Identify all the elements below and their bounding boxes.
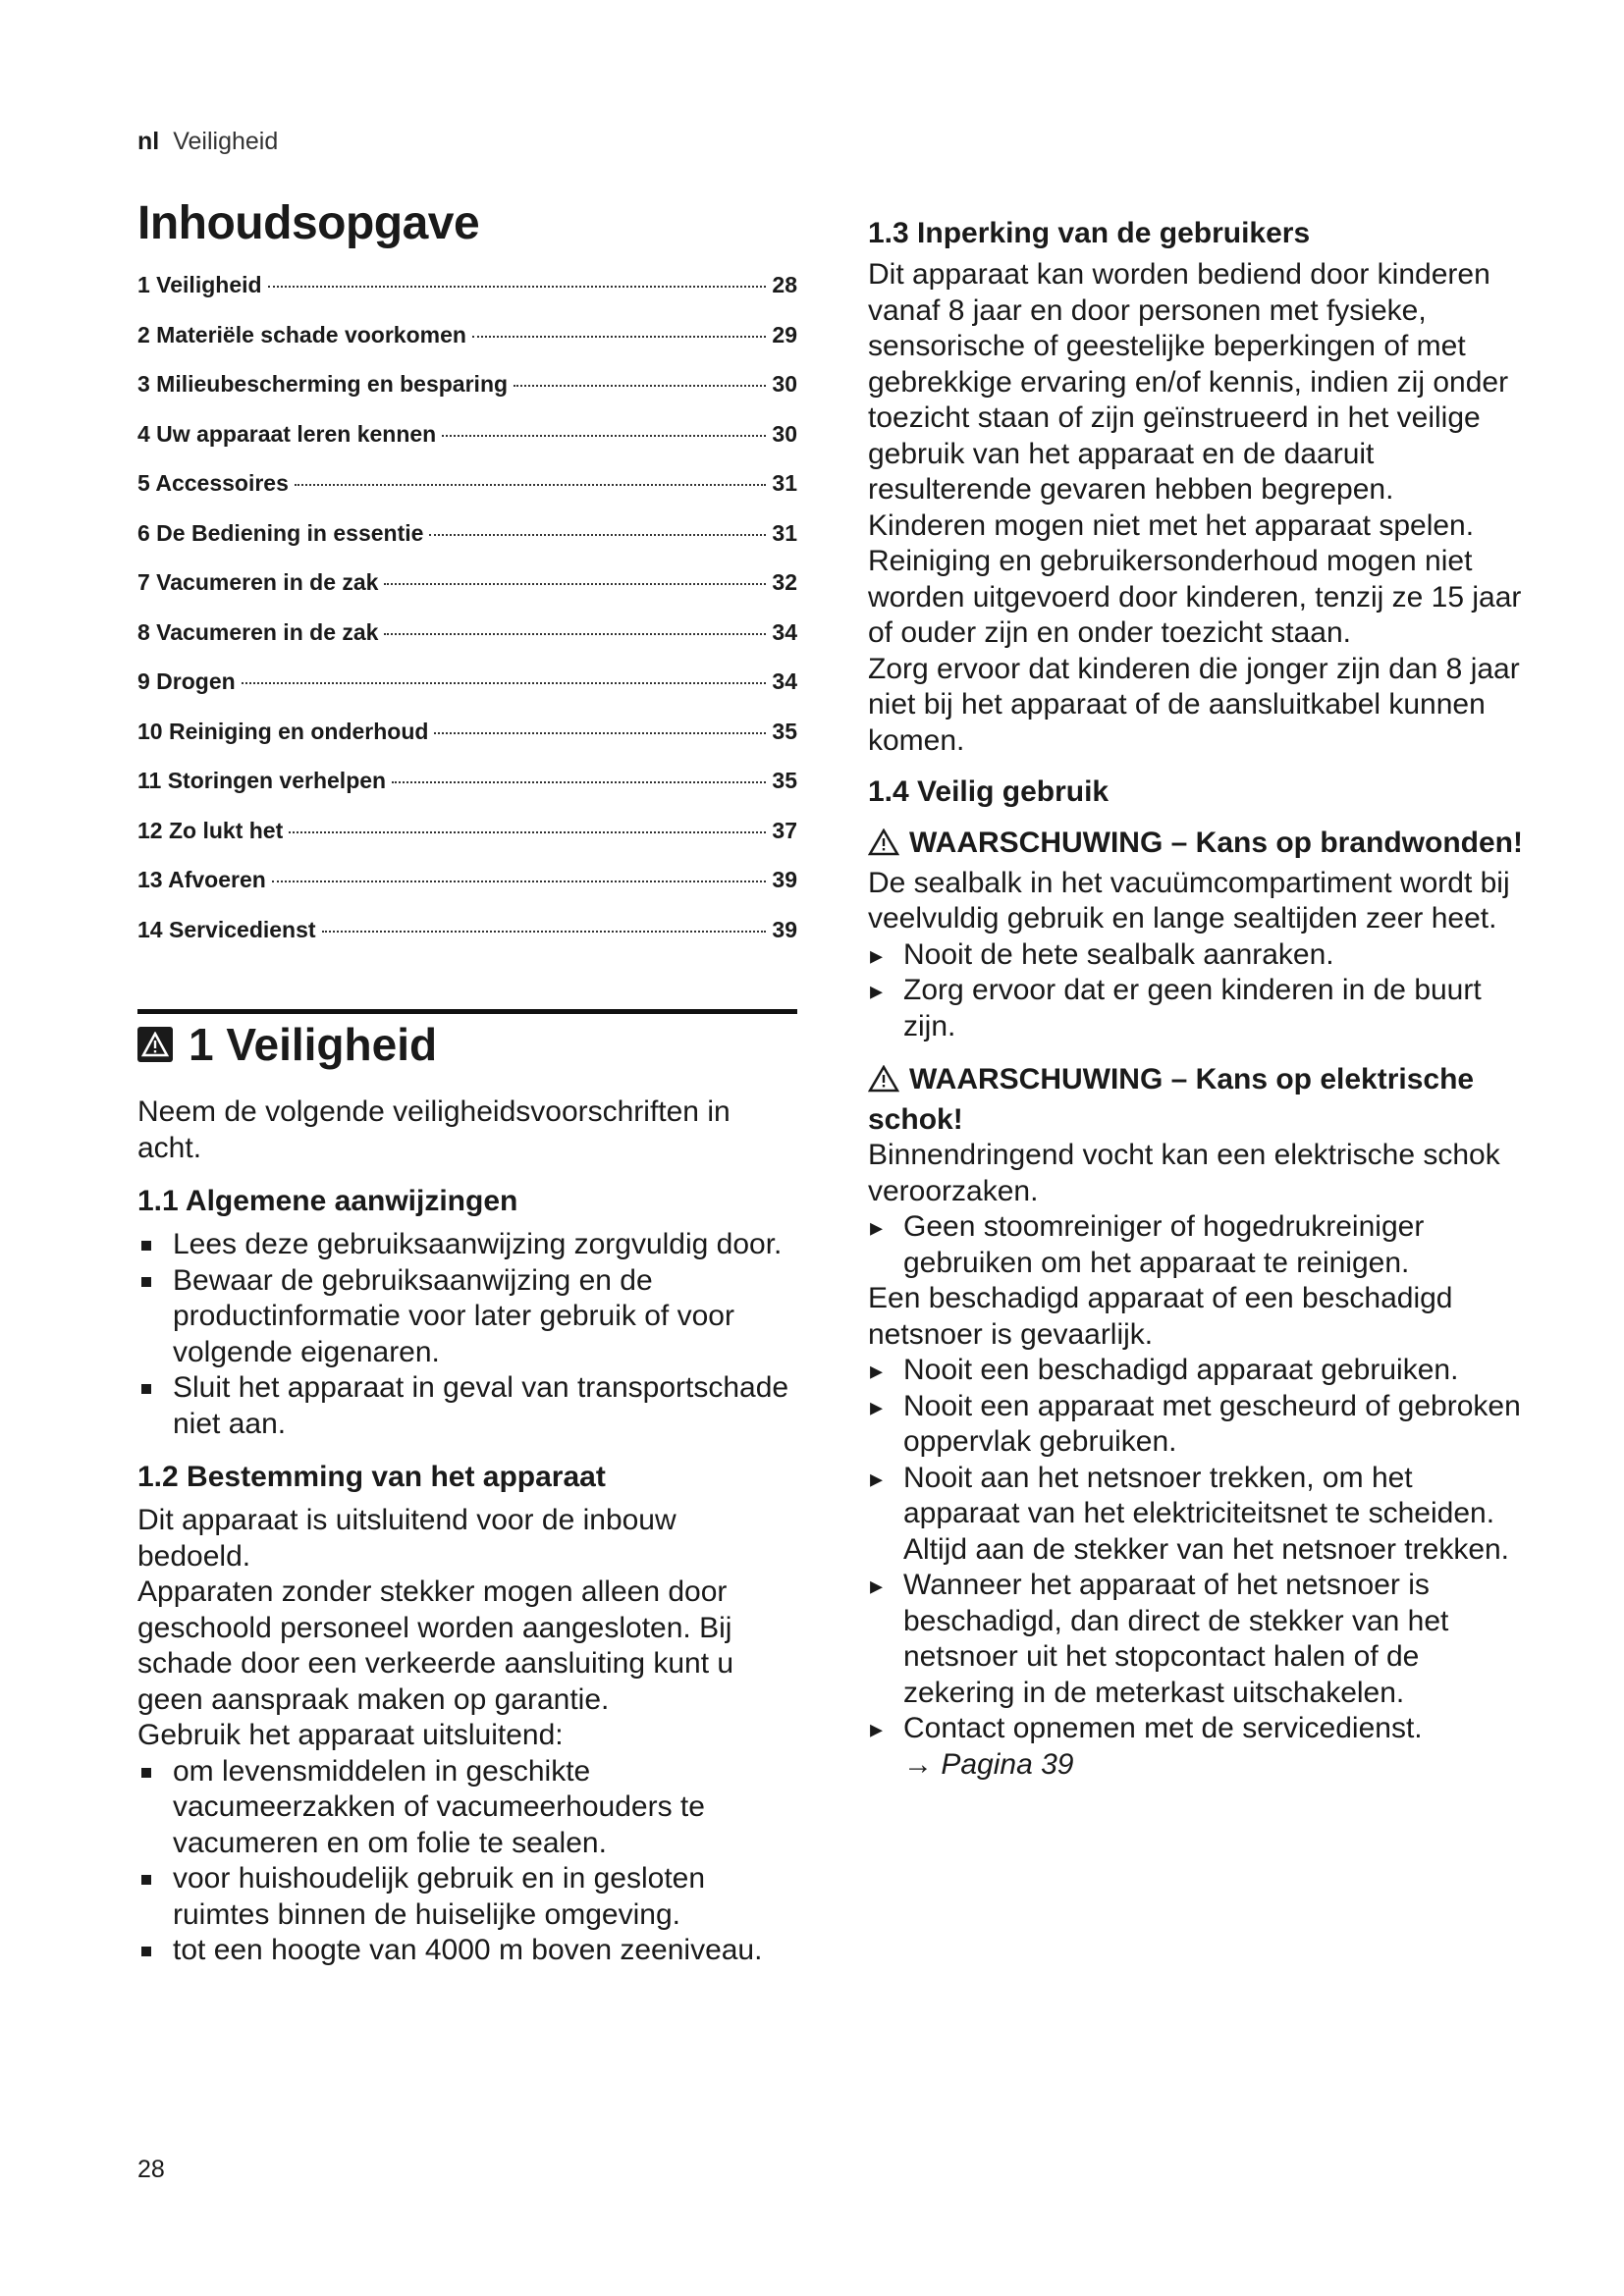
toc-entry-page: 39 [772,867,797,892]
list-item: voor huishoudelijk gebruik en in gesloten ruimtes binnen de huiselijke omgeving. [137,1861,797,1933]
toc-title: Inhoudsopgave [137,197,480,249]
list-item: ▸ Nooit een beschadigd apparaat gebruiken. [868,1353,1536,1389]
toc-entry-title: 6 De Bediening in essentie [137,519,424,546]
page-reference-link[interactable]: → Pagina 39 [903,1747,1074,1781]
toc-entry-page: 31 [772,470,797,496]
toc-entry-title: 8 Vacumeren in de zak [137,618,379,645]
toc-entry[interactable] [137,867,797,917]
toc-leader-dots [384,633,766,635]
toc-entry-page: 35 [772,768,797,793]
toc-entry[interactable] [137,818,797,868]
toc-leader-dots [392,781,766,783]
toc-entry-title: 3 Milieubescherming en besparing [137,371,509,397]
list-item: tot een hoogte van 4000 m boven zeeniveau. [137,1933,797,1969]
toc-entry-title: 1 Veiligheid [137,272,262,297]
list-item: Lees deze gebruiksaanwijzing zorgvuldig door. [137,1227,797,1263]
toc-entry-title: 11 Storingen verhelpen [137,768,387,793]
paragraph: Zorg ervoor dat kinderen die jonger zijn dan 8 jaar niet bij het apparaat of de aansluitkabel kunnen komen. [868,652,1520,757]
toc-entry-page: 37 [772,817,797,843]
subsection-1-1-list [137,1227,797,1442]
section-1-heading-block [137,1009,797,1071]
toc-entry[interactable] [137,768,797,818]
toc-entry[interactable] [137,917,797,967]
list-item: ▸ Nooit aan het netsnoer trekken, om het apparaat van het elektriciteitsnet te scheiden. Altijd aan de stekker van het netsnoer trekken. [868,1461,1536,1569]
warning-box-icon [137,1027,173,1062]
section-1-heading: 1 Veiligheid [189,1019,438,1070]
list-item: ▸ Geen stoomreiniger of hogedrukreiniger gebruiken om het apparaat te reinigen. [868,1209,1536,1281]
toc-leader-dots [295,484,767,486]
toc-entry[interactable] [137,569,797,619]
toc-list [137,272,797,966]
subsection-1-1-heading: 1.1 Algemene aanwijzingen [137,1185,518,1217]
toc-entry-page: 30 [772,420,797,447]
paragraph: Reiniging en gebruikersonderhoud mogen niet worden uitgevoerd door kinderen, tenzij ze 15 jaar of ouder zijn en onder toezicht staan. [868,545,1522,649]
paragraph: Een beschadigd apparaat of een beschadigd netsnoer is gevaarlijk. [868,1282,1453,1351]
toc-entry[interactable] [137,322,797,372]
toc-entry-title: 12 Zo lukt het [137,817,284,843]
toc-leader-dots [242,682,767,684]
toc-leader-dots [322,931,767,933]
warning-shock-list-1 [868,1209,1536,1281]
section-1-intro: Neem de volgende veiligheidsvoorschriften in acht. [137,1095,731,1164]
toc-entry[interactable] [137,470,797,520]
toc-leader-dots [384,583,766,585]
toc-entry-title: 10 Reiniging en onderhoud [137,718,429,744]
warning-title: WAARSCHUWING – Kans op brandwonden! [909,827,1523,859]
language-code: nl [137,128,160,155]
warning-heading-burns [868,826,1536,866]
warning-triangle-icon [868,828,899,866]
toc-entry-page: 35 [772,718,797,744]
left-column [137,196,797,1969]
toc-entry-title: 9 Drogen [137,668,236,694]
warning-shock-list-2 [868,1353,1536,1747]
toc-entry-title: 13 Afvoeren [137,867,266,892]
toc-entry[interactable] [137,421,797,471]
toc-entry[interactable] [137,619,797,669]
warning-triangle-icon [868,1065,899,1102]
warning-heading-shock [868,1062,1536,1138]
paragraph: Dit apparaat kan worden bediend door kinderen vanaf 8 jaar en door personen met fysieke, sensorische of geestelijke beperkingen of met gebrekkige ervaring en/of kennis, indien zij onder toezicht staan of zijn geïnstrueerd in het veilige gebruik van het apparaat en de daaruit resulterende gevaren hebben begrepen. [868,258,1509,506]
toc-leader-dots [472,336,766,338]
toc-leader-dots [272,881,767,882]
toc-entry-page: 28 [772,272,797,297]
header-section: Veiligheid [173,128,279,155]
warning-title: WAARSCHUWING – Kans op elektrische schok! [868,1063,1475,1136]
paragraph: Gebruik het apparaat uitsluitend: [137,1719,564,1751]
toc-leader-dots [434,732,766,734]
list-item: ▸ Wanneer het apparaat of het netsnoer is beschadigd, dan direct de stekker van het netsnoer uit het stopcontact halen of de zekering in de meterkast uitschakelen. [868,1568,1536,1711]
toc-entry-title: 2 Materiële schade voorkomen [137,321,466,347]
toc-leader-dots [268,286,767,288]
toc-leader-dots [429,534,766,536]
list-item: Sluit het apparaat in geval van transportschade niet aan. [137,1370,797,1442]
subsection-1-3-heading: 1.3 Inperking van de gebruikers [868,217,1311,249]
list-item: Bewaar de gebruiksaanwijzing en de productinformatie voor later gebruik of voor volgende eigenaren. [137,1263,797,1371]
page-header [137,128,278,156]
toc-entry[interactable] [137,371,797,421]
right-column [868,214,1536,1783]
toc-entry[interactable] [137,272,797,322]
paragraph: Dit apparaat is uitsluitend voor de inbouw bedoeld. [137,1504,677,1573]
toc-entry-title: 7 Vacumeren in de zak [137,569,379,595]
toc-entry-page: 31 [772,519,797,546]
toc-entry-title: 5 Accessoires [137,470,289,496]
toc-leader-dots [514,385,766,387]
paragraph: Kinderen mogen niet met het apparaat spelen. [868,508,1475,542]
subsection-1-4-heading: 1.4 Veilig gebruik [868,775,1110,808]
toc-entry-page: 29 [772,321,797,347]
toc-entry-title: 14 Servicedienst [137,916,316,942]
toc-leader-dots [289,831,766,833]
toc-entry[interactable] [137,668,797,719]
toc-leader-dots [442,435,766,437]
paragraph: De sealbalk in het vacuümcompartiment wordt bij veelvuldig gebruik en lange sealtijden zeer heet. [868,866,1510,934]
toc-entry-page: 30 [772,371,797,397]
paragraph: Binnendringend vocht kan een elektrische schok veroorzaken. [868,1139,1500,1207]
toc-entry[interactable] [137,520,797,570]
toc-entry-page: 32 [772,569,797,595]
toc-entry[interactable] [137,719,797,769]
subsection-1-2-heading: 1.2 Bestemming van het apparaat [137,1461,606,1493]
page-number: 28 [137,2156,165,2183]
paragraph: Apparaten zonder stekker mogen alleen door geschoold personeel worden aangesloten. Bij schade door een verkeerde aansluiting kunt u geen aanspraak maken op garantie. [137,1575,734,1716]
subsection-1-2-list [137,1754,797,1969]
list-item: om levensmiddelen in geschikte vacumeerzakken of vacumeerhouders te vacumeren en om folie te sealen. [137,1754,797,1862]
toc-entry-page: 34 [772,668,797,694]
list-item: ▸ Nooit een apparaat met gescheurd of gebroken oppervlak gebruiken. [868,1389,1536,1461]
list-item: ▸ Contact opnemen met de servicedienst. [868,1711,1536,1747]
toc-entry-page: 39 [772,916,797,942]
list-item: ▸ Nooit de hete sealbalk aanraken. [868,937,1536,974]
toc-entry-title: 4 Uw apparaat leren kennen [137,420,437,447]
warning-burns-list [868,937,1536,1045]
toc-entry-page: 34 [772,618,797,645]
list-item: ▸ Zorg ervoor dat er geen kinderen in de buurt zijn. [868,973,1536,1044]
